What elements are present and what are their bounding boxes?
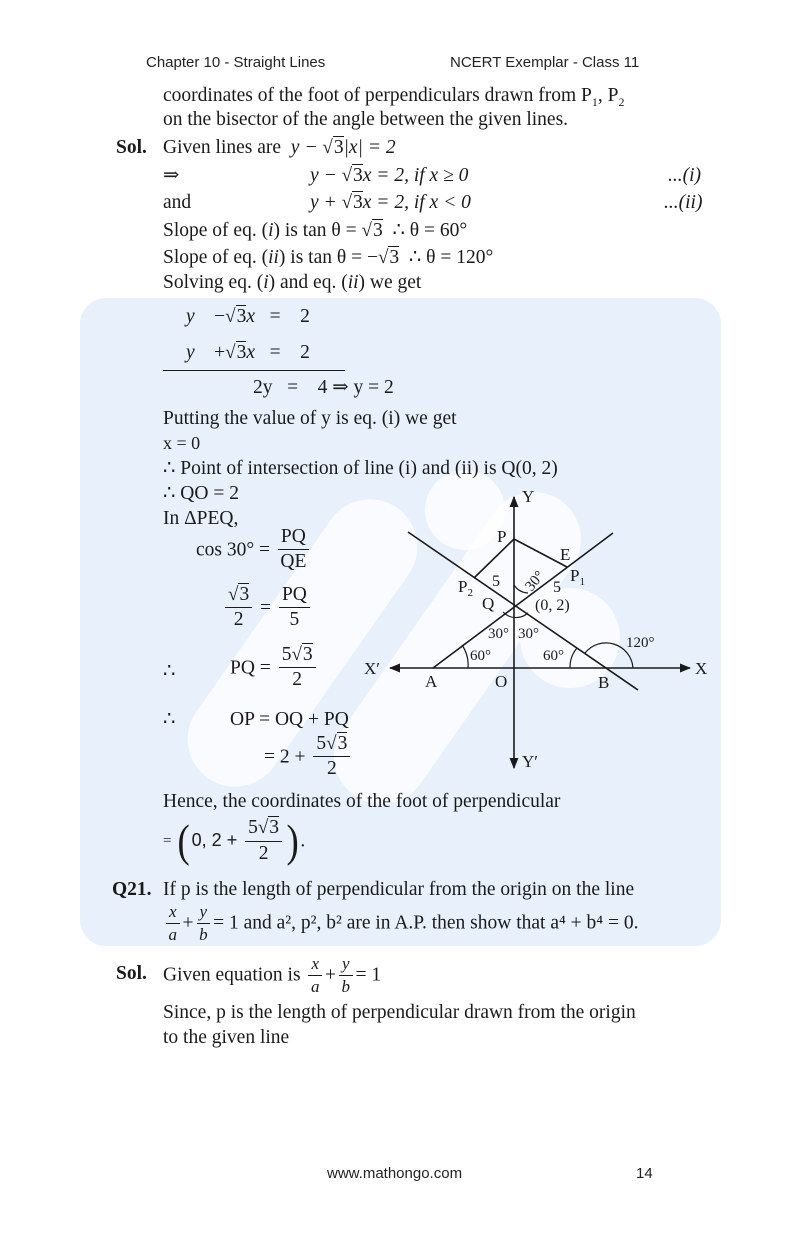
svg-text:120°: 120° [626,635,655,651]
svg-text:30°: 30° [518,626,539,642]
line-i [433,533,613,668]
equation-1-tag: ...(i) [668,165,702,186]
therefore-2: ∴ [163,709,176,730]
op-equation: OP = OQ + PQ [230,709,349,730]
svg-text:X: X [695,659,708,678]
svg-text:A: A [425,672,438,691]
svg-text:Y: Y [522,487,535,506]
op-value: = 2 + $\frac{5√3}{2}$ [264,734,353,780]
intersection-line: ∴ Point of intersection of line (i) and (ii) is Q(0, 2) [163,458,558,479]
solving-line: Solving eq. (i) and eq. (ii) we get [163,272,422,293]
slope-eq-2: Slope of eq. (ii) is tan θ = −√3 ∴ θ = 120° [163,247,494,268]
given-equation: Given equation is $\frac{x}{a}$ + $\frac{y}{b}$ = 1 [163,954,382,996]
x-equals-zero: x = 0 [163,433,201,453]
intro-line-1: coordinates of the foot of perpendiculars drawn from $P_1$, $P_2$ [163,85,625,109]
svg-text:P: P [497,527,507,546]
svg-text:60°: 60° [543,648,564,664]
svg-text:Y′: Y′ [522,752,538,771]
cos-equation: cos 30° = $\frac{PQ}{QE}$ [196,527,312,573]
svg-text:B: B [598,673,610,692]
question-21-line-2: $\frac{x}{a}$ + $\frac{y}{b}$ = 1 and a², p², b² are in A.P. then show that a⁴ + b⁴ = 0. [163,903,638,944]
intro-line-2: on the bisector of the angle between the given lines. [163,109,569,130]
final-coordinates: = (0, 2 + $\frac{5√3}{2}$ ). [163,815,306,866]
pq-equation: PQ = $\frac{5√3}{2}$ [230,645,319,691]
svg-text:(0, 2): (0, 2) [535,597,570,614]
svg-text:P2: $P_2$ [458,577,473,599]
equation-1: y − √3x = 2, if x ≥ 0 [310,165,469,186]
to-line: to the given line [163,1027,290,1048]
svg-text:X′: X′ [364,659,380,678]
equation-2: y + √3x = 2, if x < 0 [310,192,471,213]
since-line: Since, p is the length of perpendicular drawn from the origin [163,1002,636,1023]
equation-2-tag: ...(ii) [664,192,703,213]
svg-text:O: O [495,672,508,691]
line-ii [408,532,638,690]
qo-line: ∴ QO = 2 [163,483,239,504]
putting-line: Putting the value of y is eq. (i) we get [163,408,457,429]
triangle-label: In ΔPEQ, [163,508,239,529]
system-sum-rule [163,370,345,371]
geometry-diagram [360,485,720,775]
slope-eq-1: Slope of eq. (i) is tan θ = √3 ∴ θ = 60° [163,220,468,241]
svg-text:5: 5 [553,579,561,596]
and-label: and [163,192,192,213]
sol2-label: Sol. [116,963,147,984]
question-21-label: Q21. [112,879,152,900]
footer-site: www.mathongo.com [327,1165,463,1182]
svg-text:30°: 30° [522,568,549,595]
system-row-1: y −√3x = 2 [186,306,310,327]
svg-text:E: E [560,545,571,564]
system-row-2: y +√3x = 2 [186,342,310,363]
hence-line: Hence, the coordinates of the foot of perpendicular [163,791,561,812]
svg-text:P1: $P_1$ [570,566,585,588]
implies-symbol: ⇒ [163,165,180,186]
svg-text:30°: 30° [488,626,509,642]
given-lines: Given lines are y − √3|x| = 2 [163,137,396,158]
therefore-1: ∴ [163,661,176,682]
svg-text:Q: Q [482,594,495,613]
svg-text:60°: 60° [470,648,491,664]
question-21-line-1: If p is the length of perpendicular from the origin on the line [163,879,635,900]
sol-label: Sol. [116,137,147,158]
book-title: NCERT Exemplar - Class 11 [450,54,640,71]
system-row-3: 2y = 4 ⇒ y = 2 [253,377,394,398]
page-number: 14 [636,1165,653,1182]
root3-over-2-equation: $\frac{√3}{2}$ = $\frac{PQ}{5}$ [222,585,313,631]
chapter-title: Chapter 10 - Straight Lines [146,54,326,71]
svg-text:5: 5 [492,573,500,590]
